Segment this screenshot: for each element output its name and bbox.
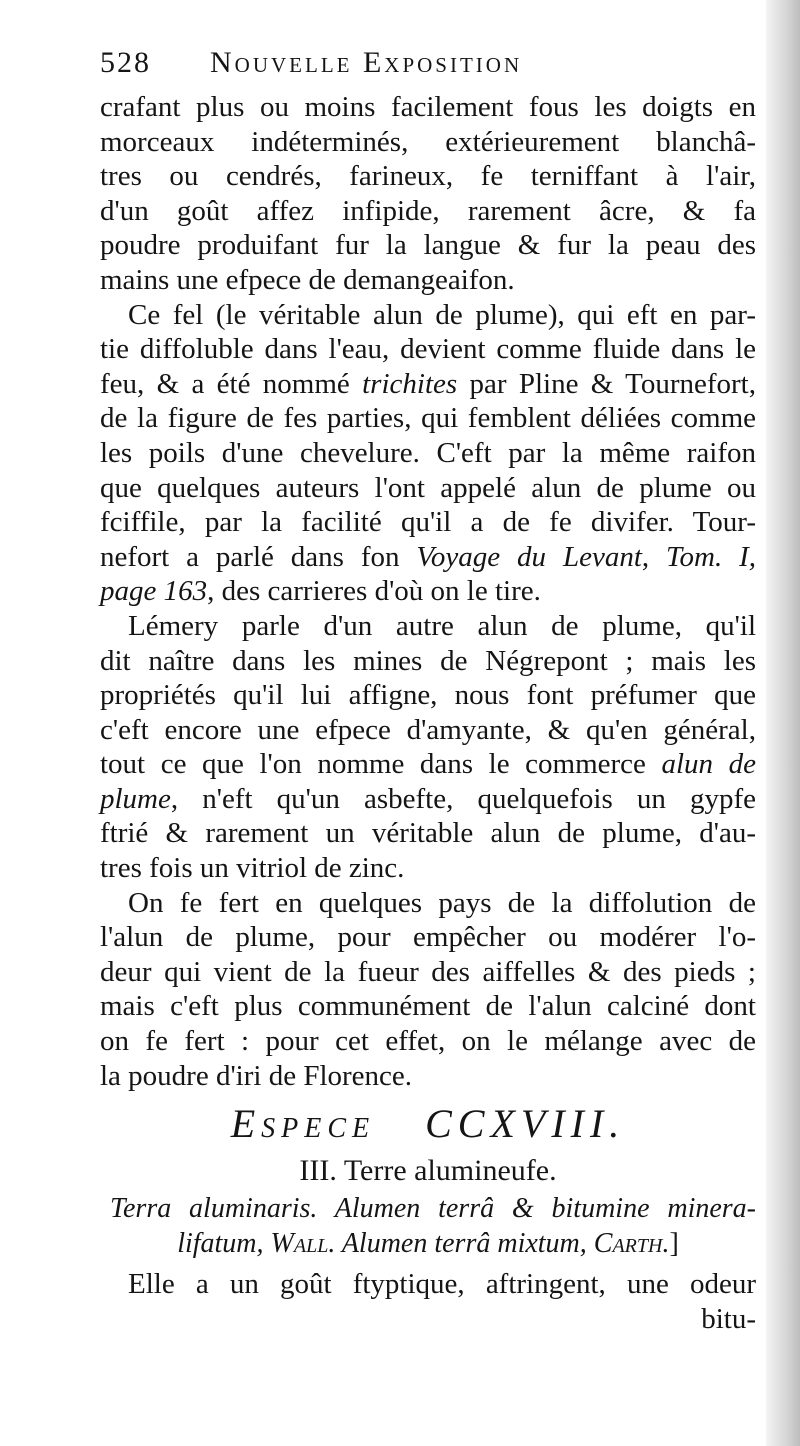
text-run: par Pline & Tournefort, bbox=[457, 367, 756, 400]
paragraph-2 bbox=[100, 298, 756, 609]
author-abbrev: Carth. bbox=[593, 1228, 670, 1260]
text-line: les poils d'une chevelure. C'eft par la même raifon bbox=[100, 436, 756, 469]
text-line bbox=[100, 782, 756, 817]
latin-line: Terra aluminaris. Alumen terrâ & bitumine minera- bbox=[110, 1193, 756, 1225]
text-line: dit naître dans les mines de Négrepont ; mais les bbox=[100, 644, 756, 677]
text-line: la poudre d'iri de Florence. bbox=[100, 1059, 413, 1092]
species-heading bbox=[100, 1093, 756, 1151]
latin-line bbox=[100, 1226, 756, 1261]
text-line: propriétés qu'il lui affigne, nous font préfumer que bbox=[100, 679, 756, 712]
catchword: bitu- bbox=[701, 1302, 756, 1335]
species-word: Espece bbox=[230, 1101, 376, 1147]
text-line: ftrié & rarement un véritable alun de plume, d'au- bbox=[100, 817, 756, 850]
text-line: d'un goût affez infipide, rarement âcre, & fa bbox=[100, 194, 756, 227]
text-line: crafant plus ou moins facilement fous les doigts en bbox=[100, 91, 756, 123]
text-run: , bbox=[641, 540, 667, 573]
italic-term: plume bbox=[100, 782, 171, 815]
page-edge-shadow bbox=[766, 0, 800, 1446]
text-line: mains une efpece de demangeaifon. bbox=[100, 263, 515, 296]
text-line: tres ou cendrés, farineux, fe terniffant à l'air, bbox=[100, 160, 756, 193]
text-line: fciffile, par la facilité qu'il a de fe divifer. Tour- bbox=[100, 506, 756, 539]
text-line: de la figure de fes parties, qui femblent déliées comme bbox=[100, 402, 756, 435]
text-line bbox=[100, 747, 756, 782]
text-line: Elle a un goût ftyptique, aftringent, une odeur bbox=[128, 1268, 756, 1301]
paragraph-1 bbox=[100, 90, 756, 298]
running-head bbox=[100, 46, 756, 90]
text-line: Lémery parle d'un autre alun de plume, qu'il bbox=[128, 609, 756, 642]
text-run: , des carrieres d'où on le tire. bbox=[207, 575, 541, 608]
paragraph-3 bbox=[100, 609, 756, 886]
running-title: Nouvelle Exposition bbox=[210, 46, 523, 79]
text-line: mais c'eft plus communément de l'alun calciné dont bbox=[100, 990, 756, 1023]
paragraph-4 bbox=[100, 886, 756, 1094]
text-line bbox=[100, 367, 756, 402]
text-line: on fe fert : pour cet effet, on le mélange avec de bbox=[100, 1025, 756, 1058]
author-abbrev: Wall. bbox=[270, 1228, 336, 1260]
text-line: morceaux indéterminés, extérieurement blanchâ- bbox=[100, 125, 756, 158]
text-run: feu, & a été nommé bbox=[100, 367, 363, 400]
paragraph-5 bbox=[100, 1267, 756, 1336]
text-line: que quelques auteurs l'ont appelé alun de plume ou bbox=[100, 471, 756, 504]
page-text bbox=[100, 46, 756, 1336]
italic-term: trichites bbox=[362, 367, 458, 400]
text-line: tres fois un vitriol de zinc. bbox=[100, 852, 405, 885]
text-line: Ce fel (le véritable alun de plume), qui eft en par- bbox=[128, 298, 756, 331]
closing-bracket: ] bbox=[669, 1228, 679, 1260]
text-line bbox=[100, 574, 756, 609]
text-line: tie diffoluble dans l'eau, devient comme fluide dans le bbox=[100, 333, 756, 366]
latin-synonyms bbox=[100, 1191, 756, 1261]
italic-reference: page 163 bbox=[100, 575, 208, 608]
text-line: deur qui vient de la fueur des aiffelles & des pieds ; bbox=[100, 955, 756, 988]
text-run: , n'eft qu'un asbefte, quelquefois un gypfe bbox=[170, 782, 756, 815]
text-line bbox=[100, 540, 756, 575]
page-number: 528 bbox=[100, 46, 151, 79]
text-line: On fe fert en quelques pays de la diffolution de bbox=[128, 886, 756, 919]
section-subheading: III. Terre alumineufe. bbox=[299, 1154, 557, 1188]
species-number: CCXVIII. bbox=[425, 1101, 626, 1147]
italic-term: alun de bbox=[661, 748, 756, 781]
text-run: nefort a parlé dans fon bbox=[100, 540, 417, 573]
text-run: Alumen terrâ mixtum, bbox=[335, 1228, 594, 1260]
text-line: c'eft encore une efpece d'amyante, & qu'en général, bbox=[100, 713, 756, 746]
text-run: tout ce que l'on nomme dans le commerce bbox=[100, 748, 662, 781]
text-run: lifatum, bbox=[177, 1228, 271, 1260]
italic-reference: Tom. I, bbox=[666, 540, 757, 573]
text-line: poudre produifant fur la langue & fur la peau des bbox=[100, 229, 756, 262]
italic-title: Voyage du Levant bbox=[416, 540, 642, 573]
text-line: l'alun de plume, pour empêcher ou modérer l'o- bbox=[100, 921, 756, 954]
